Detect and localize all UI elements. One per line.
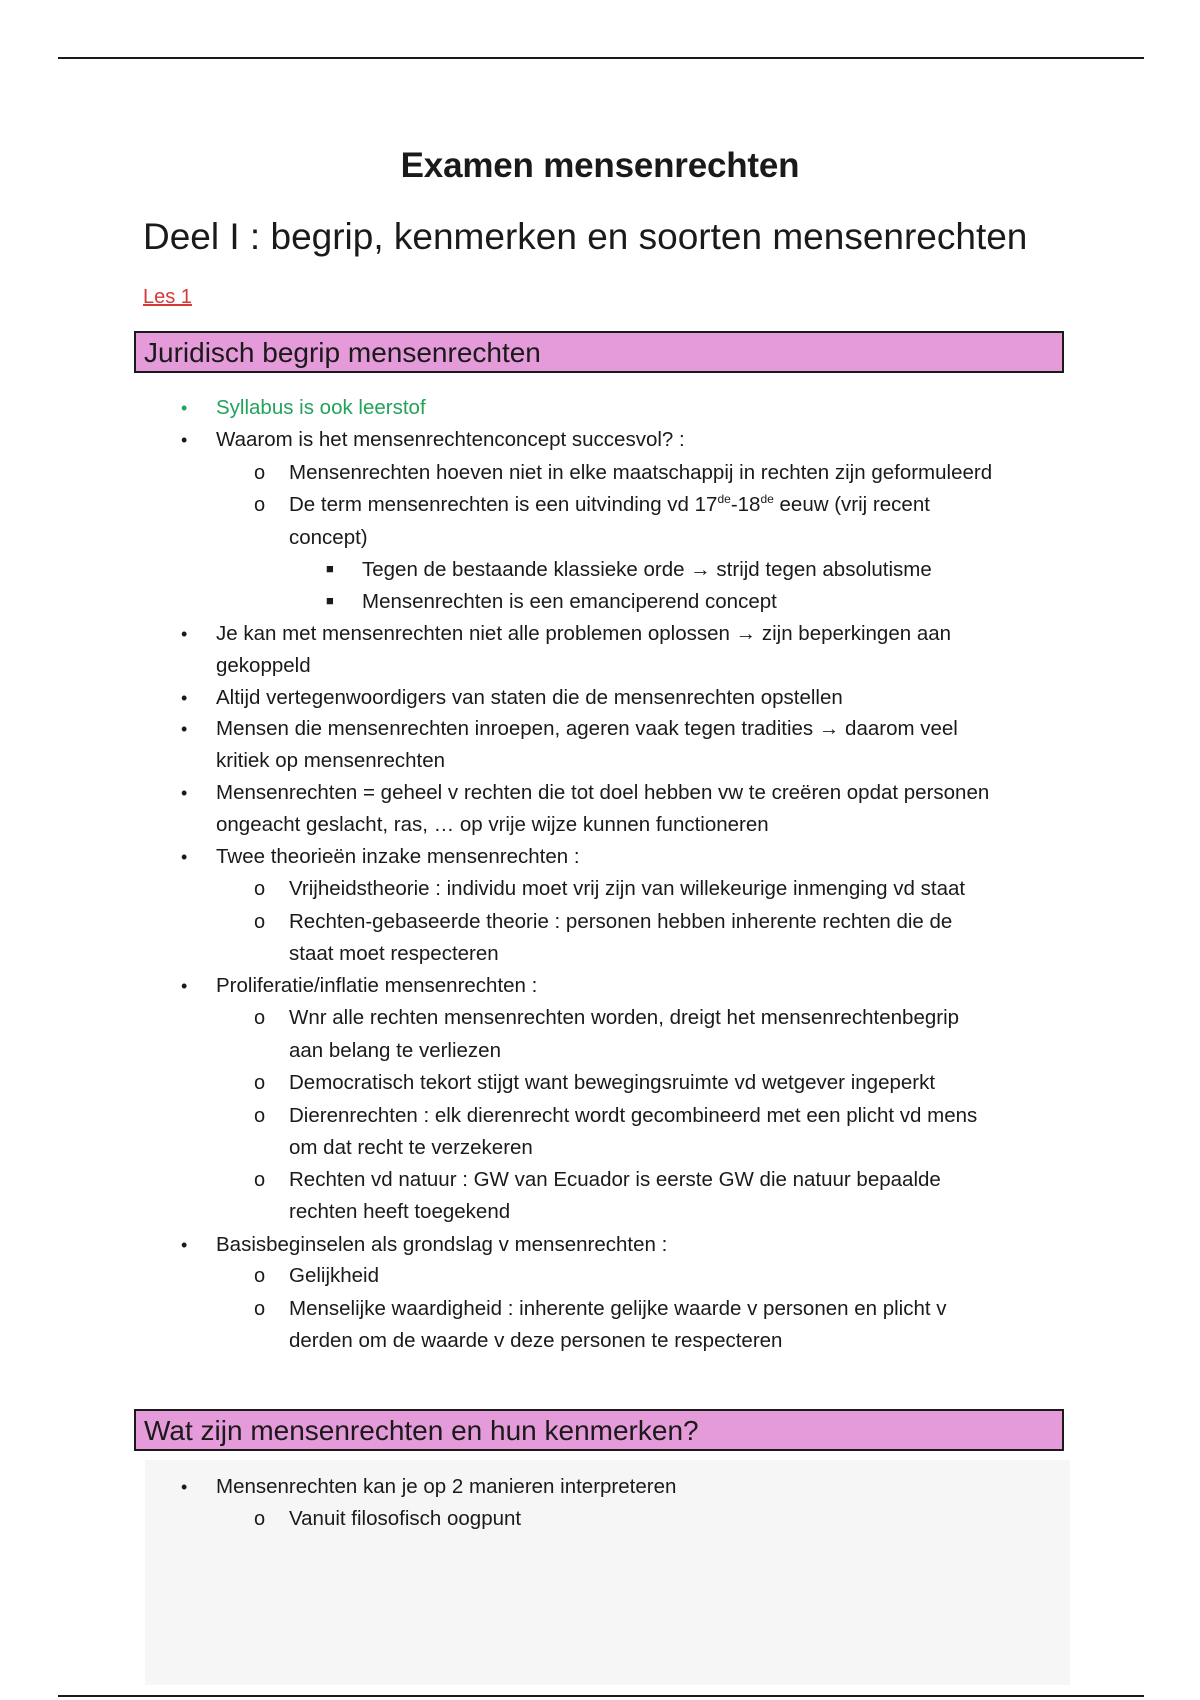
square-marker: ■ bbox=[326, 593, 334, 608]
list-item: • Je kan met mensenrechten niet alle problemen oplossen → zijn beperkingen aan bbox=[216, 618, 951, 650]
list-item: • Basisbeginselen als grondslag v mensenrechten : bbox=[216, 1229, 667, 1261]
list-item: • Syllabus is ook leerstof bbox=[216, 392, 426, 424]
top-rule bbox=[58, 57, 1144, 59]
square-marker: ■ bbox=[326, 561, 334, 576]
bullet-marker: • bbox=[181, 430, 188, 450]
bullet-marker: • bbox=[181, 847, 188, 867]
sub-marker: o bbox=[254, 878, 266, 900]
list-item: • Waarom is het mensenrechtenconcept succesvol? : bbox=[216, 424, 685, 456]
bullet-marker: • bbox=[181, 976, 188, 996]
list-item: ■ Mensenrechten is een emanciperend concept bbox=[362, 586, 777, 618]
bullet-marker: • bbox=[181, 1235, 188, 1255]
list-item: o Dierenrechten : elk dierenrecht wordt gecombineerd met een plicht vd mens bbox=[289, 1100, 977, 1132]
list-item-continuation: gekoppeld bbox=[216, 654, 311, 677]
list-item-continuation: kritiek op mensenrechten bbox=[216, 749, 446, 772]
bullet-marker: • bbox=[181, 398, 188, 418]
list-item-continuation: ongeacht geslacht, ras, … op vrije wijze kunnen functioneren bbox=[216, 813, 769, 836]
list-item-continuation: concept) bbox=[289, 526, 368, 549]
sub-marker: o bbox=[254, 1169, 266, 1191]
list-item: o Rechten-gebaseerde theorie : personen hebben inherente rechten die de bbox=[289, 906, 952, 938]
list-item: o Wnr alle rechten mensenrechten worden, dreigt het mensenrechtenbegrip bbox=[289, 1002, 959, 1034]
sub-marker: o bbox=[254, 462, 266, 484]
bullet-marker: • bbox=[181, 719, 188, 739]
list-item: • Altijd vertegenwoordigers van staten die de mensenrechten opstellen bbox=[216, 682, 843, 714]
list-item: • Mensenrechten = geheel v rechten die tot doel hebben vw te creëren opdat personen bbox=[216, 777, 989, 809]
bullet-marker: • bbox=[181, 624, 188, 644]
sub-marker: o bbox=[254, 1508, 266, 1530]
list-item: • Proliferatie/inflatie mensenrechten : bbox=[216, 970, 537, 1002]
list-item-continuation: derden om de waarde v deze personen te respecteren bbox=[289, 1329, 783, 1352]
list-item: o Vrijheidstheorie : individu moet vrij zijn van willekeurige inmenging vd staat bbox=[289, 873, 965, 905]
section-heading-kenmerken: Wat zijn mensenrechten en hun kenmerken? bbox=[134, 1409, 1064, 1451]
list-item: • Mensenrechten kan je op 2 manieren interpreteren bbox=[216, 1471, 676, 1503]
list-item: o Vanuit filosofisch oogpunt bbox=[289, 1503, 521, 1535]
bullet-marker: • bbox=[181, 783, 188, 803]
list-item-continuation: staat moet respecteren bbox=[289, 942, 499, 965]
bullet-marker: • bbox=[181, 1477, 188, 1497]
sub-marker: o bbox=[254, 1298, 266, 1320]
list-item-continuation: om dat recht te verzekeren bbox=[289, 1136, 533, 1159]
sub-marker: o bbox=[254, 1105, 266, 1127]
list-item: • Mensen die mensenrechten inroepen, ageren vaak tegen tradities → daarom veel bbox=[216, 713, 958, 745]
list-item: o Gelijkheid bbox=[289, 1260, 379, 1292]
list-item: o Menselijke waardigheid : inherente gelijke waarde v personen en plicht v bbox=[289, 1293, 947, 1325]
list-item: o Mensenrechten hoeven niet in elke maatschappij in rechten zijn geformuleerd bbox=[289, 457, 992, 489]
bullet-marker: • bbox=[181, 688, 188, 708]
list-item-continuation: rechten heeft toegekend bbox=[289, 1200, 511, 1223]
document-title: Examen mensenrechten bbox=[400, 146, 800, 185]
sub-marker: o bbox=[254, 494, 266, 516]
list-item: o De term mensenrechten is een uitvinding vd 17de-18de eeuw (vrij recent bbox=[289, 489, 930, 521]
list-item: o Rechten vd natuur : GW van Ecuador is eerste GW die natuur bepaalde bbox=[289, 1164, 941, 1196]
bottom-rule bbox=[58, 1695, 1144, 1697]
part-heading: Deel I : begrip, kenmerken en soorten mensenrechten bbox=[143, 216, 1028, 257]
sub-marker: o bbox=[254, 1072, 266, 1094]
list-item: ■ Tegen de bestaande klassieke orde → strijd tegen absolutisme bbox=[362, 554, 932, 586]
lesson-label: Les 1 bbox=[143, 286, 192, 308]
list-item: o Democratisch tekort stijgt want bewegingsruimte vd wetgever ingeperkt bbox=[289, 1067, 935, 1099]
sub-marker: o bbox=[254, 1007, 266, 1029]
list-item-continuation: aan belang te verliezen bbox=[289, 1039, 501, 1062]
list-item: • Twee theorieën inzake mensenrechten : bbox=[216, 841, 580, 873]
sub-marker: o bbox=[254, 1265, 266, 1287]
sub-marker: o bbox=[254, 911, 266, 933]
section-heading-juridisch-begrip: Juridisch begrip mensenrechten bbox=[134, 331, 1064, 373]
